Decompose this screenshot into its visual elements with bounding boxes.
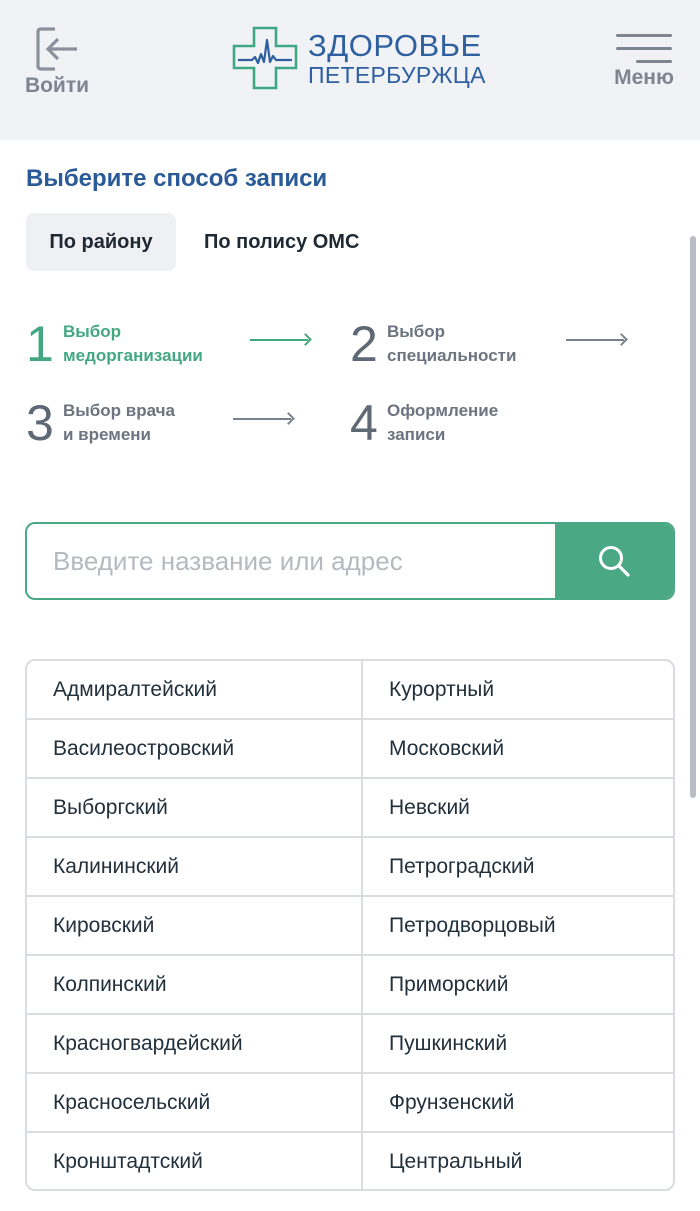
district-item[interactable]: Петроградский [363,838,673,897]
step-3 [26,397,226,449]
logo-text-line2: ПЕТЕРБУРЖЦА [308,62,486,88]
section-title: Выберите способ записи [26,165,328,192]
site-logo[interactable] [232,26,486,92]
search-input[interactable] [27,524,557,598]
step-4 [350,397,550,449]
district-item[interactable]: Красносельский [27,1074,361,1133]
menu-button[interactable] [608,32,680,96]
district-list [25,659,675,1191]
login-button[interactable] [24,26,90,100]
tab-by-oms-policy[interactable]: По полису ОМС [204,231,360,253]
district-item[interactable]: Адмиралтейский [27,661,361,720]
menu-label: Меню [614,66,674,89]
step-label: Выбор медорганизации [63,322,203,365]
district-item[interactable]: Невский [363,779,673,838]
search-icon [597,544,631,578]
step-number: 4 [350,395,378,451]
step-arrow-icon [566,335,626,345]
page-scrollbar[interactable] [690,236,696,798]
logo-text-line1: ЗДОРОВЬЕ [308,28,482,63]
district-item[interactable]: Колпинский [27,956,361,1015]
step-label: Выбор специальности [387,322,517,365]
district-item[interactable]: Калининский [27,838,361,897]
district-item[interactable]: Пушкинский [363,1015,673,1074]
district-item[interactable]: Кировский [27,897,361,956]
district-column-left [27,661,363,1189]
search-bar [25,522,675,600]
step-label: Выбор врача и времени [63,401,175,444]
district-item[interactable]: Приморский [363,956,673,1015]
step-2 [350,318,550,370]
step-1 [26,318,226,370]
tab-by-district[interactable]: По району [26,213,176,271]
step-label: Оформление записи [387,401,499,444]
district-item[interactable]: Петродворцовый [363,897,673,956]
district-item[interactable]: Кронштадтский [53,1150,203,1173]
district-column-right [363,661,673,1189]
login-label: Войти [24,74,90,97]
search-button[interactable] [555,524,673,598]
district-item[interactable]: Центральный [389,1150,523,1173]
step-number: 2 [350,316,378,372]
app-header [0,0,700,140]
login-arrow-icon [35,26,79,72]
step-arrow-icon [250,335,310,345]
hamburger-icon [608,32,680,62]
step-arrow-icon [233,414,293,424]
district-item[interactable]: Московский [363,720,673,779]
medical-cross-logo-icon [232,26,298,90]
step-number: 3 [26,395,54,451]
district-item[interactable]: Фрунзенский [363,1074,673,1133]
district-item[interactable]: Красногвардейский [27,1015,361,1074]
district-item[interactable]: Курортный [363,661,673,720]
district-item[interactable]: Выборгский [27,779,361,838]
district-item[interactable]: Василеостровский [27,720,361,779]
step-number: 1 [26,316,54,372]
